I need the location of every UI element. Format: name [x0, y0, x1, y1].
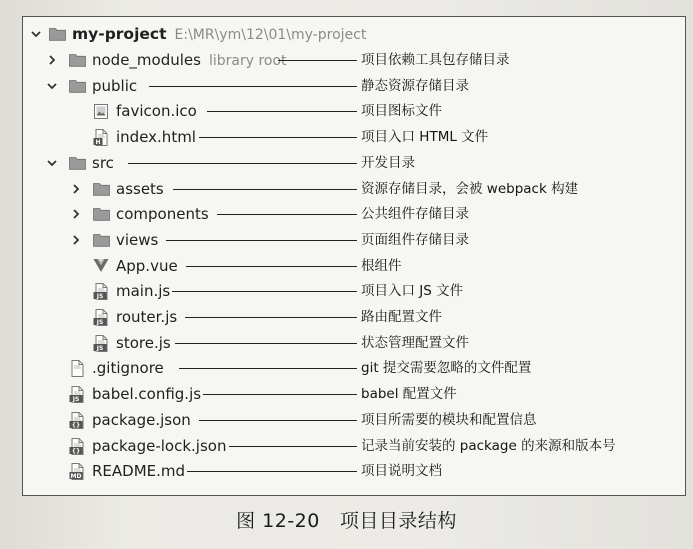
callout-line [175, 343, 357, 344]
md-file-icon [69, 463, 85, 479]
tree-item-name [116, 278, 170, 304]
tree-row[interactable] [23, 73, 687, 99]
callout-line [185, 317, 357, 318]
annotation-text: 路由配置文件 [361, 309, 442, 325]
tree-item-hint: library root [208, 53, 287, 69]
project-tree-panel [22, 16, 686, 496]
figure-title: 项目目录结构 [339, 510, 457, 532]
text-file-icon [69, 360, 85, 376]
annotation-text: 项目入口 HTML 文件 [361, 129, 489, 146]
chevron-down-icon[interactable] [45, 79, 59, 93]
callout-line [128, 163, 357, 164]
annotation-text: babel 配置文件 [361, 386, 457, 403]
image-file-icon [93, 103, 109, 119]
annotation-text: 资源存储目录，会被 webpack 构建 [361, 180, 579, 197]
tree-item-label: store.js [116, 333, 171, 352]
tree-row[interactable] [23, 304, 687, 330]
tree-row[interactable] [23, 330, 687, 356]
tree-row[interactable] [23, 253, 687, 279]
folder-icon [93, 232, 109, 248]
annotation-text: 记录当前安装的 package 的来源和版本号 [361, 437, 616, 454]
tree-row[interactable] [23, 124, 687, 150]
tree-item-name [92, 150, 114, 176]
annotation-text: 页面组件存储目录 [361, 231, 469, 248]
tree-row[interactable] [23, 227, 687, 253]
tree-row[interactable] [23, 278, 687, 304]
chevron-down-icon[interactable] [45, 156, 59, 170]
project-name-text: my-project [72, 25, 167, 43]
chevron-right-icon[interactable] [69, 207, 83, 221]
tree-item-name [92, 407, 191, 433]
chevron-right-icon[interactable] [45, 53, 59, 67]
html-file-icon [93, 129, 109, 145]
svg-text:JS: JS [96, 319, 104, 326]
tree-item-name [92, 355, 164, 381]
annotation-text: 根组件 [361, 257, 402, 274]
folder-icon [69, 52, 85, 68]
callout-line [172, 291, 357, 292]
tree-item-name [92, 458, 185, 484]
annotation-text: 项目所需要的模块和配置信息 [361, 411, 537, 428]
tree-item-name [92, 433, 226, 459]
annotation-text: 项目依赖工具包存储目录 [361, 52, 510, 68]
svg-text:JS: JS [72, 396, 80, 404]
annotation-text: 项目图标文件 [361, 103, 442, 120]
callout-line [173, 189, 357, 190]
tree-item-label: public [92, 76, 138, 95]
callout-line [186, 266, 357, 267]
tree-item-name [116, 253, 178, 279]
svg-text:JS: JS [96, 293, 104, 301]
folder-icon [69, 78, 85, 94]
tree-item-label: favicon.ico [116, 102, 197, 121]
tree-item-label: package.json [92, 410, 191, 429]
callout-line [203, 394, 357, 395]
tree-item-label: assets [116, 179, 164, 198]
tree-item-name [92, 381, 201, 407]
tree-row[interactable] [23, 98, 687, 124]
folder-icon [49, 26, 65, 42]
chevron-right-icon[interactable] [69, 233, 83, 247]
annotation-text: 静态资源存储目录 [361, 77, 469, 94]
tree-row[interactable] [23, 176, 687, 202]
annotation-text: 状态管理配置文件 [361, 334, 469, 351]
project-path: E:\MR\ym\12\01\my-project [174, 27, 367, 43]
tree-item-name [116, 98, 197, 124]
tree-row[interactable] [23, 201, 687, 227]
tree-item-label: node_modules [92, 51, 201, 69]
callout-line [179, 368, 357, 369]
annotation-text: 项目说明文档 [361, 463, 442, 480]
annotation-text: 公共组件存储目录 [361, 206, 469, 223]
js-file-icon [69, 386, 85, 402]
callout-line [149, 86, 357, 87]
tree-item-name [116, 227, 158, 253]
vue-file-icon [93, 258, 109, 274]
tree-item-label: views [116, 230, 159, 249]
tree-item-label: .gitignore [92, 359, 164, 378]
figure-caption [0, 506, 693, 533]
tree-row[interactable] [23, 47, 687, 73]
figure-number: 图 12-20 [236, 510, 320, 532]
tree-item-name [116, 201, 209, 227]
tree-row[interactable] [23, 381, 687, 407]
tree-item-label: main.js [116, 282, 171, 301]
js-file-icon [93, 335, 109, 351]
tree-row[interactable] [23, 407, 687, 433]
callout-line [166, 240, 357, 241]
callout-line [229, 446, 357, 447]
callout-line [187, 471, 357, 472]
tree-item-label: babel.config.js [92, 385, 202, 404]
tree-item-name [116, 330, 171, 356]
annotation-text: git 提交需要忽略的文件配置 [361, 360, 532, 377]
tree-item-name [116, 304, 177, 330]
tree-item-label: router.js [116, 308, 178, 326]
tree-item-label: src [92, 153, 114, 172]
tree-item-name [116, 124, 196, 150]
tree-item-label: index.html [116, 128, 196, 147]
callout-line [278, 60, 357, 61]
tree-item-name [92, 73, 137, 99]
svg-text:H: H [95, 139, 101, 147]
svg-text:{}: {} [71, 447, 81, 455]
tree-item-label: package-lock.json [92, 436, 227, 455]
tree-item-label: components [116, 205, 209, 224]
tree-root-row[interactable] [23, 21, 687, 47]
json-file-icon [69, 412, 85, 428]
tree-item-name [92, 47, 287, 74]
folder-icon [93, 181, 109, 197]
callout-line [199, 420, 357, 421]
json-file-icon [69, 438, 85, 454]
chevron-right-icon[interactable] [69, 182, 83, 196]
annotation-text: 开发目录 [361, 154, 415, 171]
callout-line [217, 214, 357, 215]
project-name [72, 21, 366, 48]
tree-item-name [116, 176, 164, 202]
tree-item-label: README.md [92, 462, 186, 481]
chevron-down-icon[interactable] [29, 27, 43, 41]
js-file-icon [93, 283, 109, 299]
js-file-icon [93, 309, 109, 325]
tree-row[interactable] [23, 458, 687, 484]
tree-row[interactable] [23, 355, 687, 381]
annotation-text: 项目入口 JS 文件 [361, 283, 464, 300]
svg-text:{}: {} [71, 421, 81, 429]
tree-row[interactable] [23, 433, 687, 459]
svg-text:JS: JS [96, 344, 104, 352]
tree-item-label: App.vue [116, 256, 178, 275]
folder-icon [69, 155, 85, 171]
tree-row[interactable] [23, 150, 687, 176]
folder-icon [93, 206, 109, 222]
svg-text:MD: MD [70, 473, 82, 481]
callout-line [207, 111, 357, 112]
callout-line [199, 137, 357, 138]
